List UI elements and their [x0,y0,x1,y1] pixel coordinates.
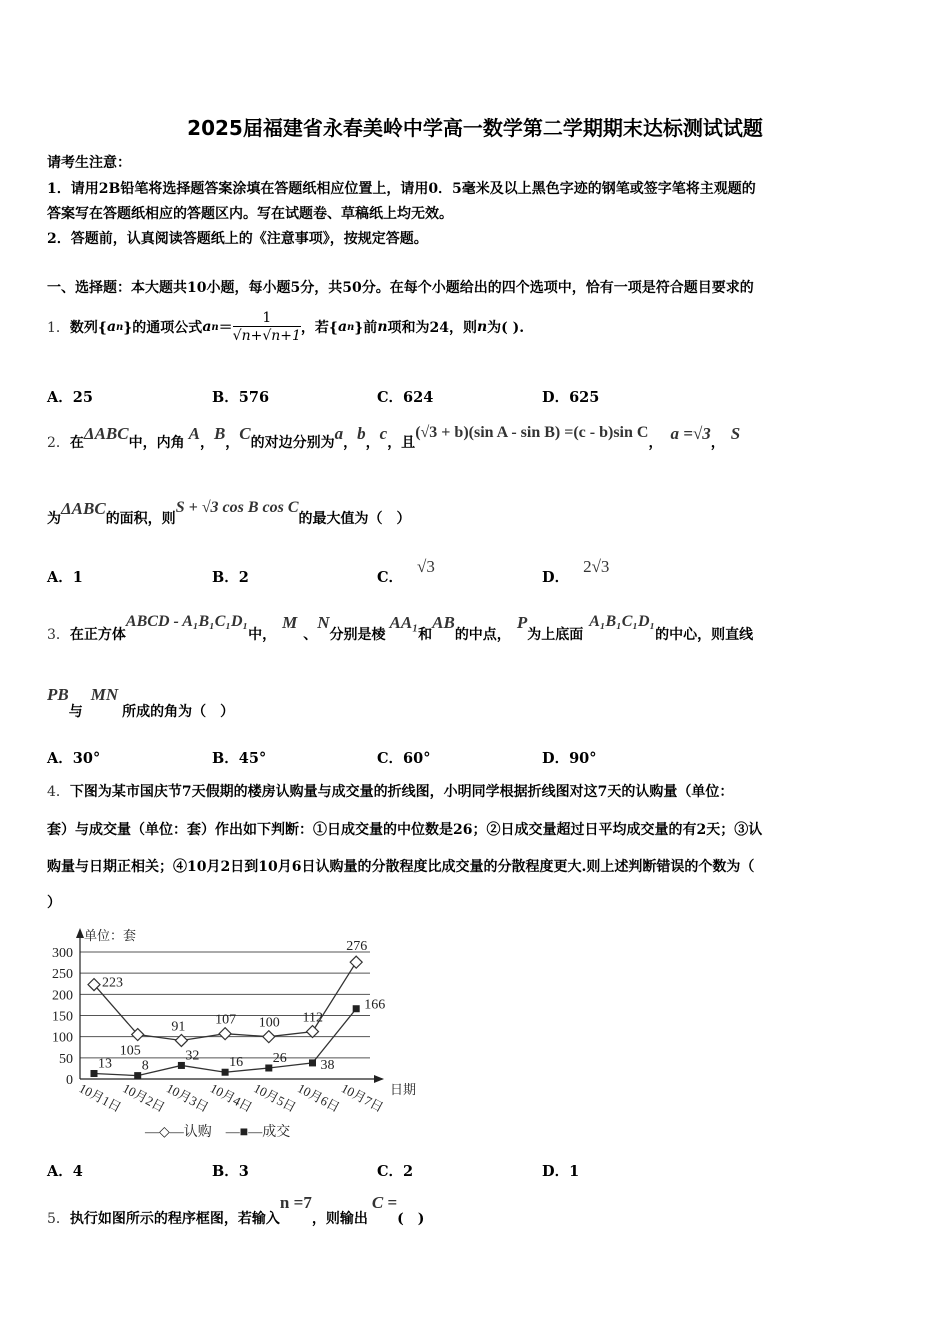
q4-option-d[interactable]: D．1 [542,1163,580,1180]
q4-option-b[interactable]: B．3 [212,1163,249,1180]
question-4-line-2: 套）与成交量（单位：套）作出如下判断：①日成交量的中位数是26；②日成交量超过日平均成交量的有2天；③认 [47,822,763,838]
q4-option-a[interactable]: A．4 [47,1163,83,1180]
x-tick-label: 10月2日 [120,1080,168,1116]
data-label: 223 [102,975,123,991]
data-label: 166 [364,997,386,1013]
data-label: 13 [98,1056,112,1072]
y-tick-label: 100 [52,1030,73,1046]
q1-fraction: $\frac{1}{√n+√n+1}$ [232,309,301,344]
q4-line-chart [40,920,440,1145]
x-tick-label: 10月6日 [295,1080,343,1116]
chart-grid [80,952,370,1058]
x-tick-label: 10月4日 [207,1080,255,1116]
q2-expression: S + √3 cos B cos C [175,499,299,516]
question-3: 3． 在正方体 ABCD - A₁B₁C₁D₁ 中， M 、 N 分别是棱 AA₁ 和 AB 的中点， P 为上底面 A₁B₁C₁D₁ 的中心，则直线 [47,613,754,643]
x-axis-arrow [374,1075,384,1083]
data-label: 26 [272,1050,287,1066]
x-tick-label: 10月5日 [251,1080,299,1116]
q2-option-a[interactable]: A．1 [47,569,83,586]
y-tick-label: 200 [52,988,73,1004]
q2-option-b[interactable]: B．2 [212,569,249,586]
y-tick-label: 250 [52,967,73,983]
data-point-deal [222,1069,229,1076]
data-label: 91 [171,1019,186,1035]
data-label: 100 [258,1015,280,1031]
q1-option-c[interactable]: C．624 [377,389,434,406]
data-label: 107 [215,1012,237,1028]
q1-option-d[interactable]: D．625 [542,389,600,406]
page-title: 2025届福建省永春美岭中学高一数学第二学期期末达标测试试题 [187,116,763,140]
x-tick-label: 10月7日 [338,1080,387,1116]
y-tick-label: 150 [52,1009,73,1025]
data-point-deal [134,1072,141,1079]
data-label: 105 [119,1043,141,1059]
q3-option-a[interactable]: A．30° [47,750,101,767]
y-axis-arrow [76,928,84,938]
data-label: 38 [320,1057,335,1073]
chart-legend: —◇—认购 —■—成交 [145,1125,291,1140]
y-tick-label: 50 [59,1051,73,1067]
q4-option-c[interactable]: C．2 [377,1163,414,1180]
data-point-deal [91,1070,98,1077]
data-label: 112 [302,1010,323,1026]
x-axis-label: 日期 [390,1082,417,1097]
q2-condition: (√3 + b)(sin A - sin B) =(c - b)sin C [415,424,649,441]
data-label: 16 [229,1055,244,1071]
data-point-deal [353,1005,360,1012]
data-point-deal [265,1064,272,1071]
q2-triangle: ΔABC [83,424,129,443]
data-point-deal [309,1059,316,1066]
q1-option-b[interactable]: B．576 [212,389,270,406]
x-tick-label: 10月1日 [76,1080,124,1116]
q2-option-c[interactable]: C．√3 [377,557,435,586]
data-point-subscribe [307,1026,319,1038]
q3-cube: ABCD - A₁B₁C₁D₁ [125,613,249,630]
x-tick-label: 10月3日 [163,1080,212,1116]
notice-line-1b: 答案写在答题纸相应的答题区内。写在试题卷、草稿纸上均无效。 [47,206,453,222]
data-label: 32 [185,1048,200,1064]
data-label: 276 [346,939,368,955]
notice-line-1a: 1．请用2B铅笔将选择题答案涂填在答题纸相应位置上，请用0．5毫米及以上黑色字迹的钢笔或签字笔将主观题的 [47,181,756,197]
data-point-subscribe [219,1028,231,1040]
question-4-line-1: 4．下图为某市国庆节7天假期的楼房认购量与成交量的折线图，小明同学根据折线图对这7天的认购量（单位： [47,784,734,800]
data-label: 8 [141,1058,149,1074]
question-5: 5． 执行如图所示的程序框图，若输入 n =7 ，则输出 C = ( ) [47,1193,425,1227]
q2-option-d[interactable]: D．2√3 [542,557,610,586]
y-tick-label: 300 [52,946,73,961]
data-point-deal [178,1062,185,1069]
data-point-subscribe [263,1031,275,1043]
q3-option-c[interactable]: C．60° [377,750,431,767]
y-axis-label: 单位：套 [84,928,137,943]
y-tick-label: 0 [66,1073,73,1088]
q3-option-d[interactable]: D．90° [542,750,597,767]
q1-option-a[interactable]: A．25 [47,389,93,406]
section-heading: 一、选择题：本大题共10小题，每小题5分，共50分。在每个小题给出的四个选项中，恰有一项是符合题目要求的 [47,280,754,296]
question-3-line-2: PB 与 MN 所成的角为（ ） [47,685,235,720]
question-4-line-3: 购量与日期正相关；④10月2日到10月6日认购量的分散程度比成交量的分散程度更大.则上述判断错误的个数为（ [47,859,755,875]
question-4-line-4: ） [47,895,61,911]
notice-heading: 请考生注意： [47,155,131,171]
question-1: 1． 数列{ a n }的通项公式 a n ＝ $\frac{1}{√n+√n+1}$ ，若{ a n }前 n 项和为24，则 n 为( ). [47,309,525,344]
question-2-line-2: 为 ΔABC 的面积，则 S + √3 cos B cos C 的最大值为（ ） [47,499,411,527]
q1-text-a: 数列{ [69,320,107,336]
question-2: 2． 在 ΔABC 中，内角 A ， B ， C 的对边分别为 a ， b ， c ，且 (√3 + b)(sin A - sin B) =(c - b)sin C ， a =√3 ， S [47,424,741,451]
q3-option-b[interactable]: B．45° [212,750,267,767]
q1-number: 1． [47,320,70,336]
notice-line-2: 2．答题前，认真阅读答题纸上的《注意事项》，按规定答题。 [47,231,428,247]
data-point-subscribe [350,956,362,968]
